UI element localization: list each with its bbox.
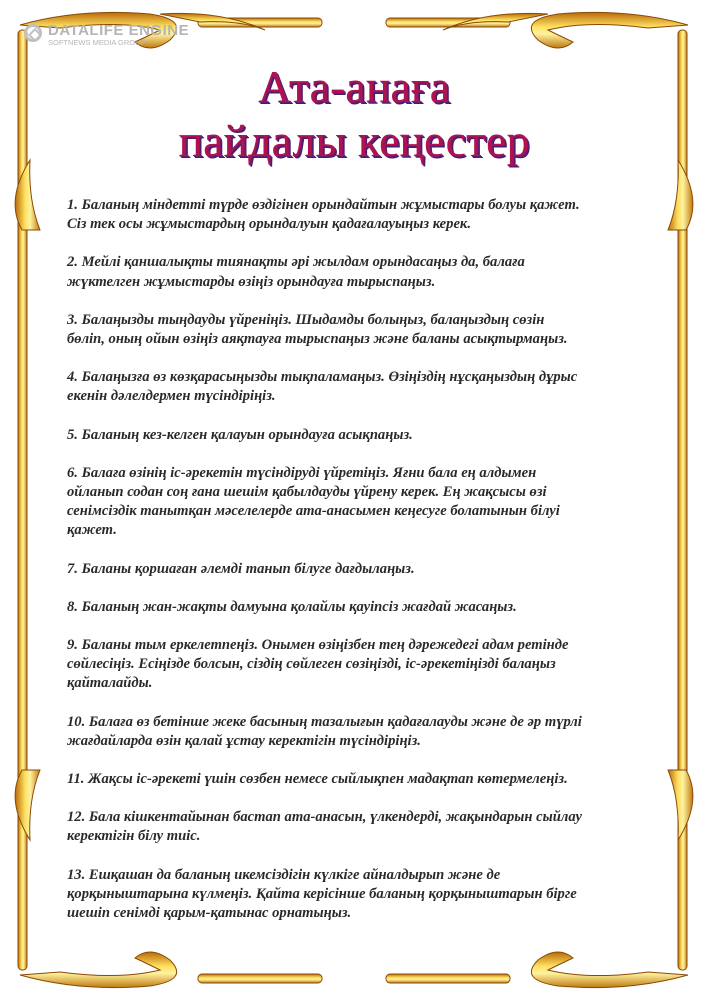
tip-line: жүктелген жұмыстарды өзіңіз орындауға тырыспаңыз. [67,273,436,290]
tip-item [67,598,667,617]
page-title-line-1: Ата-анаға [257,61,451,112]
tip-item [67,560,667,579]
tip-line: екенін дәлелдермен түсіндіріңіз. [67,388,276,405]
tip-item [67,713,667,751]
tip-line: 12. Бала кішкентайынан бастап ата-анасын, үлкендерді, жақындарын сыйлау [67,809,582,826]
tip-line: 7. Баланы қоршаған әлемді танып білуге дағдылаңыз. [67,560,415,577]
tip-item [67,808,667,846]
tip-line: 3. Балаңызды тыңдауды үйреніңіз. Шыдамды болыңыз, балаңыздың сөзін [67,311,545,328]
tip-line: 2. Мейлі қаншалықты тиянақты әрі жылдам орындасаңыз да, балаға [67,254,525,271]
tip-item [67,368,667,406]
tip-line: 1. Баланың міндетті түрде өздігінен орындайтын жұмыстары болуы қажет. [67,197,580,213]
tip-item [67,311,667,349]
tip-line: қорқыныштарына күлмеңіз. Қайта керісінше баланың қорқыныштарын бірге [67,885,577,902]
tip-line: 5. Баланың кез-келген қалауын орындауға асықпаңыз. [67,426,413,443]
tip-line: 10. Балаға өз бетінше жеке басының тазалығын қадағалауды және де әр түрлі [67,713,582,730]
tip-item [67,636,667,694]
tip-item [67,866,667,924]
watermark-brand: DATALIFE ENGINE [48,22,190,39]
tip-line: сөйлесіңіз. Есіңізде болсын, сіздің сөйлеген сөзіңізді, іс-әрекетіңізді балаңыз [67,656,556,673]
tip-line: 4. Балаңызға өз көзқарасыңызды тықпаламаңыз. Өзіңіздің нұсқаңыздың дұрыс [67,369,578,386]
tip-item [67,196,667,234]
watermark-subtitle: SOFTNEWS MEDIA GROUP [48,38,146,47]
tip-line: шешіп сенімді қарым-қатынас орнатыңыз. [67,905,352,922]
tip-line: 6. Балаға өзінің іс-әрекетін түсіндіруді үйретіңіз. Яғни бала ең алдымен [67,464,537,481]
tip-line: жағдайларда өзін қалай ұстау керектігін түсіндіріңіз. [67,732,421,749]
tip-line: сенімсіздік танытқан мәселелерде ата-анасымен кеңесуге болатынын білуі [67,503,560,520]
tip-item [67,770,667,789]
tip-item [67,464,667,541]
tip-line: қажет. [67,522,117,539]
tip-line: 8. Баланың жан-жақты дамуына қолайлы қауіпсіз жағдай жасаңыз. [67,598,517,615]
tip-line: 9. Баланы тым еркелетпеңіз. Онымен өзіңізбен тең дәрежедегі адам ретінде [67,637,569,654]
tip-line: керектігін білу тиіс. [67,828,201,845]
datalife-logo-icon [24,24,42,42]
tips-list [67,196,667,942]
tip-line: бөліп, оның ойын өзіңіз аяқтауға тырыспаңыз және баланы асықтырмаңыз. [67,331,568,348]
page-title-line-2: пайдалы кеңестер [178,115,530,166]
tip-line: қайталайды. [67,675,153,692]
tip-line: 11. Жақсы іс-әрекеті үшін сөзбен немесе сыйлықпен мадақтап көтермелеңіз. [67,771,568,788]
tip-line: Сіз тек осы жұмыстардың орындалуын қадағалауыңыз керек. [67,216,471,233]
tip-item [67,253,667,291]
tip-line: ойланып содан соң ғана шешім қабылдауды үйрену керек. Ең жақсысы өзі [67,484,547,501]
tip-item [67,426,667,445]
tip-line: 13. Ешқашан да баланың икемсіздігін күлкіге айналдырып және де [67,866,501,883]
